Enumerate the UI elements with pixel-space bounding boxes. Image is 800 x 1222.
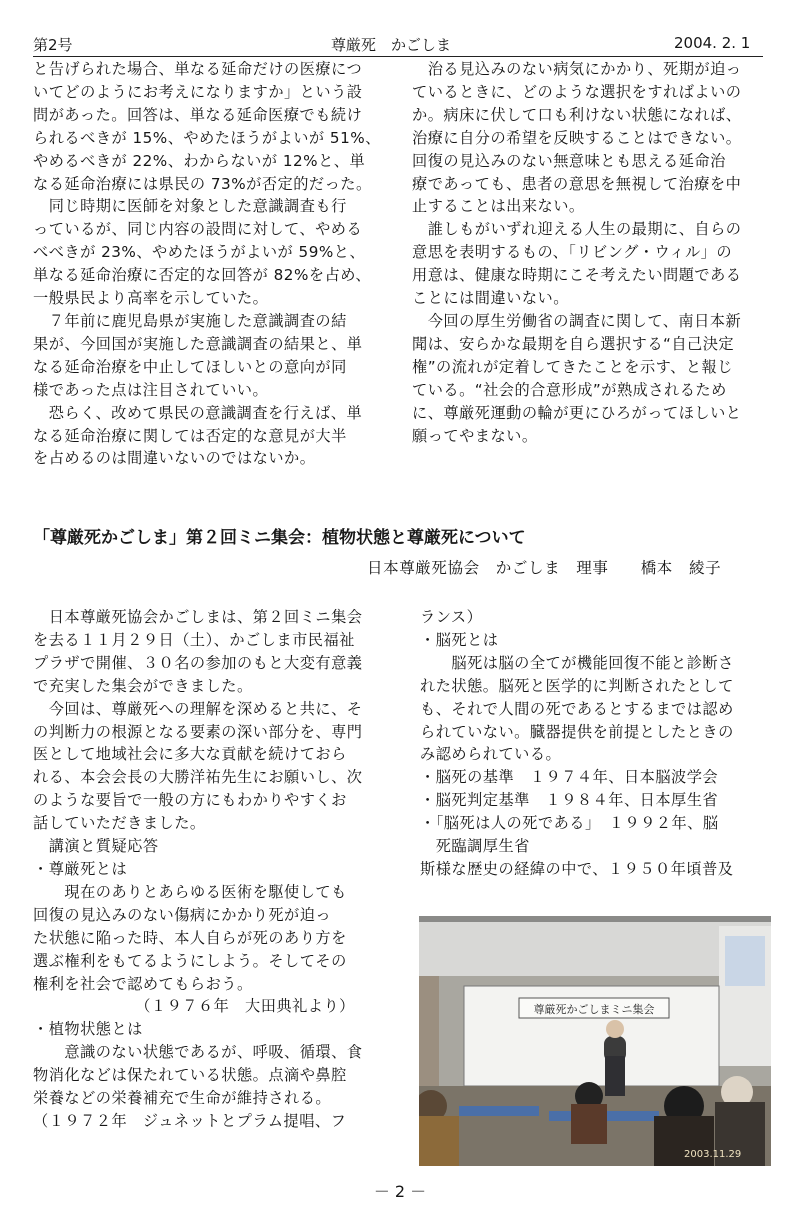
photo-date-stamp: 2003.11.29	[684, 1149, 742, 1160]
bottom-right-column	[420, 606, 734, 881]
text-line: ・尊厳死とは	[33, 859, 128, 878]
text-line: 意思を表明するもの、「リビング・ウィル」の	[412, 243, 733, 262]
text-line: 療であっても、患者の意思を無視して治療を中	[412, 174, 742, 193]
text-line: れる、本会会長の大勝洋祐先生にお願いし、次	[33, 768, 363, 787]
text-line: 用意は、健康な時期にこそ考えたい問題である	[412, 266, 742, 285]
text-line: られていない。臓器提供を前提としたときの	[420, 722, 734, 741]
text-line: 回復の見込みのない無意味とも思える延命治	[412, 151, 726, 170]
text-line: た状態に陥った時、本人自らが死のあり方を	[33, 928, 347, 947]
text-line: っているが、同じ内容の設問に対して、やめる	[33, 220, 363, 239]
banner-text: 尊厳死かごしまミニ集会	[533, 1003, 655, 1016]
text-line: なる延命治療には県民の 73%が否定的だった。	[33, 174, 372, 193]
text-line: ランス）	[420, 608, 483, 626]
text-line: で充実した集会ができました。	[33, 676, 253, 695]
text-line: ・脳死の基準 １９７４年、日本脳波学会	[420, 768, 719, 787]
text-line: べべきが 23%、やめたほうがよいが 59%と、	[33, 243, 366, 262]
text-line: いてどのようにお考えになりますか」という設	[33, 82, 363, 101]
text-line: 誰しもがいずれ迎える人生の最期に、自らの	[412, 220, 742, 239]
page-number: － 2 －	[373, 1182, 427, 1201]
text-line: 斯様な歴史の経緯の中で、１９５０年頃普及	[420, 859, 734, 878]
text-line: 話していただきました。	[33, 814, 206, 833]
text-line: （１９７６年 大田典礼より）	[33, 997, 355, 1016]
text-line: 願ってやまない。	[412, 426, 538, 445]
text-line: 単なる延命治療に否定的な回答が 82%を占め、	[33, 266, 372, 285]
page-header	[33, 34, 763, 57]
text-line: 脳死は脳の全てが機能回復不能と診断さ	[420, 653, 734, 672]
text-line: の判断力の根源となる要素の深い部分を、専門	[33, 722, 363, 741]
text-line: 栄養などの栄養補充で生命が維持される。	[33, 1089, 332, 1108]
top-left-column	[33, 58, 381, 470]
top-right-column	[412, 58, 741, 447]
text-line: やめるべきが 22%、わからないが 12%と、単	[33, 151, 366, 170]
text-line: 回復の見込みのない傷病にかかり死が迫っ	[33, 905, 332, 924]
text-line: られるべきが 15%、やめたほうがよいが 51%、	[33, 128, 381, 147]
text-line: 様であった点は注目されていい。	[33, 380, 269, 399]
issue-date: 2004. 2. 1	[674, 34, 751, 52]
text-line: ているときに、どのような選択をすればよいの	[412, 82, 742, 101]
newsletter-title: 尊厳死 かごしま	[331, 36, 452, 54]
text-line: 治療に自分の希望を反映することはできない。	[412, 128, 742, 147]
text-line: ・植物状態とは	[33, 1020, 143, 1039]
text-line: （１９７２年 ジュネットとプラム提唱、フ	[33, 1111, 347, 1130]
text-line: なる延命治療を中止してほしいとの意向が同	[33, 357, 347, 376]
text-line: も、それで人間の死であるとするまでは認め	[420, 699, 734, 718]
text-line: 選ぶ権利をもてるようにしよう。そしてその	[33, 951, 347, 970]
text-line: 今回の厚生労働省の調査に関して、南日本新	[412, 311, 742, 330]
text-line: なる延命治療に関しては否定的な意見が大半	[33, 426, 347, 445]
text-line: 医として地域社会に多大な貢献を続けておら	[33, 745, 347, 764]
text-line: ７年前に鹿児島県が実施した意識調査の結	[33, 311, 347, 330]
meeting-photo	[419, 916, 771, 1166]
text-line: 意識のない状態であるが、呼吸、循環、食	[33, 1043, 363, 1062]
text-line: プラザで開催、３０名の参加のもと大変有意義	[33, 653, 363, 672]
text-line: か。病床に伏して口も利けない状態になれば、	[412, 105, 742, 124]
text-line: を占めるのは間違いないのではないか。	[33, 449, 316, 468]
text-line: 講演と質疑応答	[33, 837, 159, 856]
article-author: 日本尊厳死協会 かごしま 理事 橋本 綾子	[367, 559, 722, 577]
text-line: 権利を社会で認めてもらおう。	[33, 974, 253, 993]
text-line: ている。“社会的合意形成”が熟成されるため	[412, 380, 727, 399]
text-line: 止することは出来ない。	[412, 197, 585, 216]
text-line: み認められている。	[420, 745, 562, 764]
text-line: 果が、今回国が実施した意識調査の結果と、単	[33, 334, 363, 353]
text-line: 死臨調厚生省	[420, 837, 530, 856]
text-line: れた状態。脳死と医学的に判断されたとして	[420, 676, 734, 695]
text-line: 治る見込みのない病気にかかり、死期が迫っ	[412, 60, 742, 78]
text-line: 今回は、尊厳死への理解を深めると共に、そ	[33, 699, 363, 718]
text-line: と告げられた場合、単なる延命だけの医療につ	[33, 60, 363, 78]
text-line: 同じ時期に医師を対象とした意識調査も行	[33, 197, 347, 216]
issue-number: 第2号	[33, 36, 73, 54]
text-line: 現在のありとあらゆる医術を駆使しても	[33, 882, 347, 901]
text-line: ことには間違いない。	[412, 289, 569, 308]
text-line: に、尊厳死運動の輪が更にひろがってほしいと	[412, 403, 742, 422]
text-line: 問があった。回答は、単なる延命医療でも続け	[33, 105, 363, 124]
text-line: 権”の流れが定着してきたことを示す、と報じ	[412, 357, 733, 376]
text-line: を去る１１月２９日（土）、かごしま市民福祉	[33, 630, 355, 649]
text-line: 一般県民より高率を示していた。	[33, 289, 269, 308]
text-line: ・脳死とは	[420, 630, 499, 649]
text-line: 日本尊厳死協会かごしまは、第２回ミニ集会	[33, 608, 363, 626]
text-line: ・「脳死は人の死である」 １９９２年、脳	[420, 814, 719, 833]
text-line: 恐らく、改めて県民の意識調査を行えば、単	[33, 403, 363, 422]
article-title: 「尊厳死かごしま」第２回ミニ集会：植物状態と尊厳死について	[33, 528, 526, 548]
bottom-left-column	[33, 606, 362, 1133]
text-line: ・脳死判定基準 １９８４年、日本厚生省	[420, 791, 719, 810]
text-line: のような要旨で一般の方にもわかりやすくお	[33, 791, 347, 810]
text-line: 物消化などは保たれている状態。点滴や鼻腔	[33, 1066, 347, 1085]
text-line: 聞は、安らかな最期を自ら選択する“自己決定	[412, 334, 735, 353]
